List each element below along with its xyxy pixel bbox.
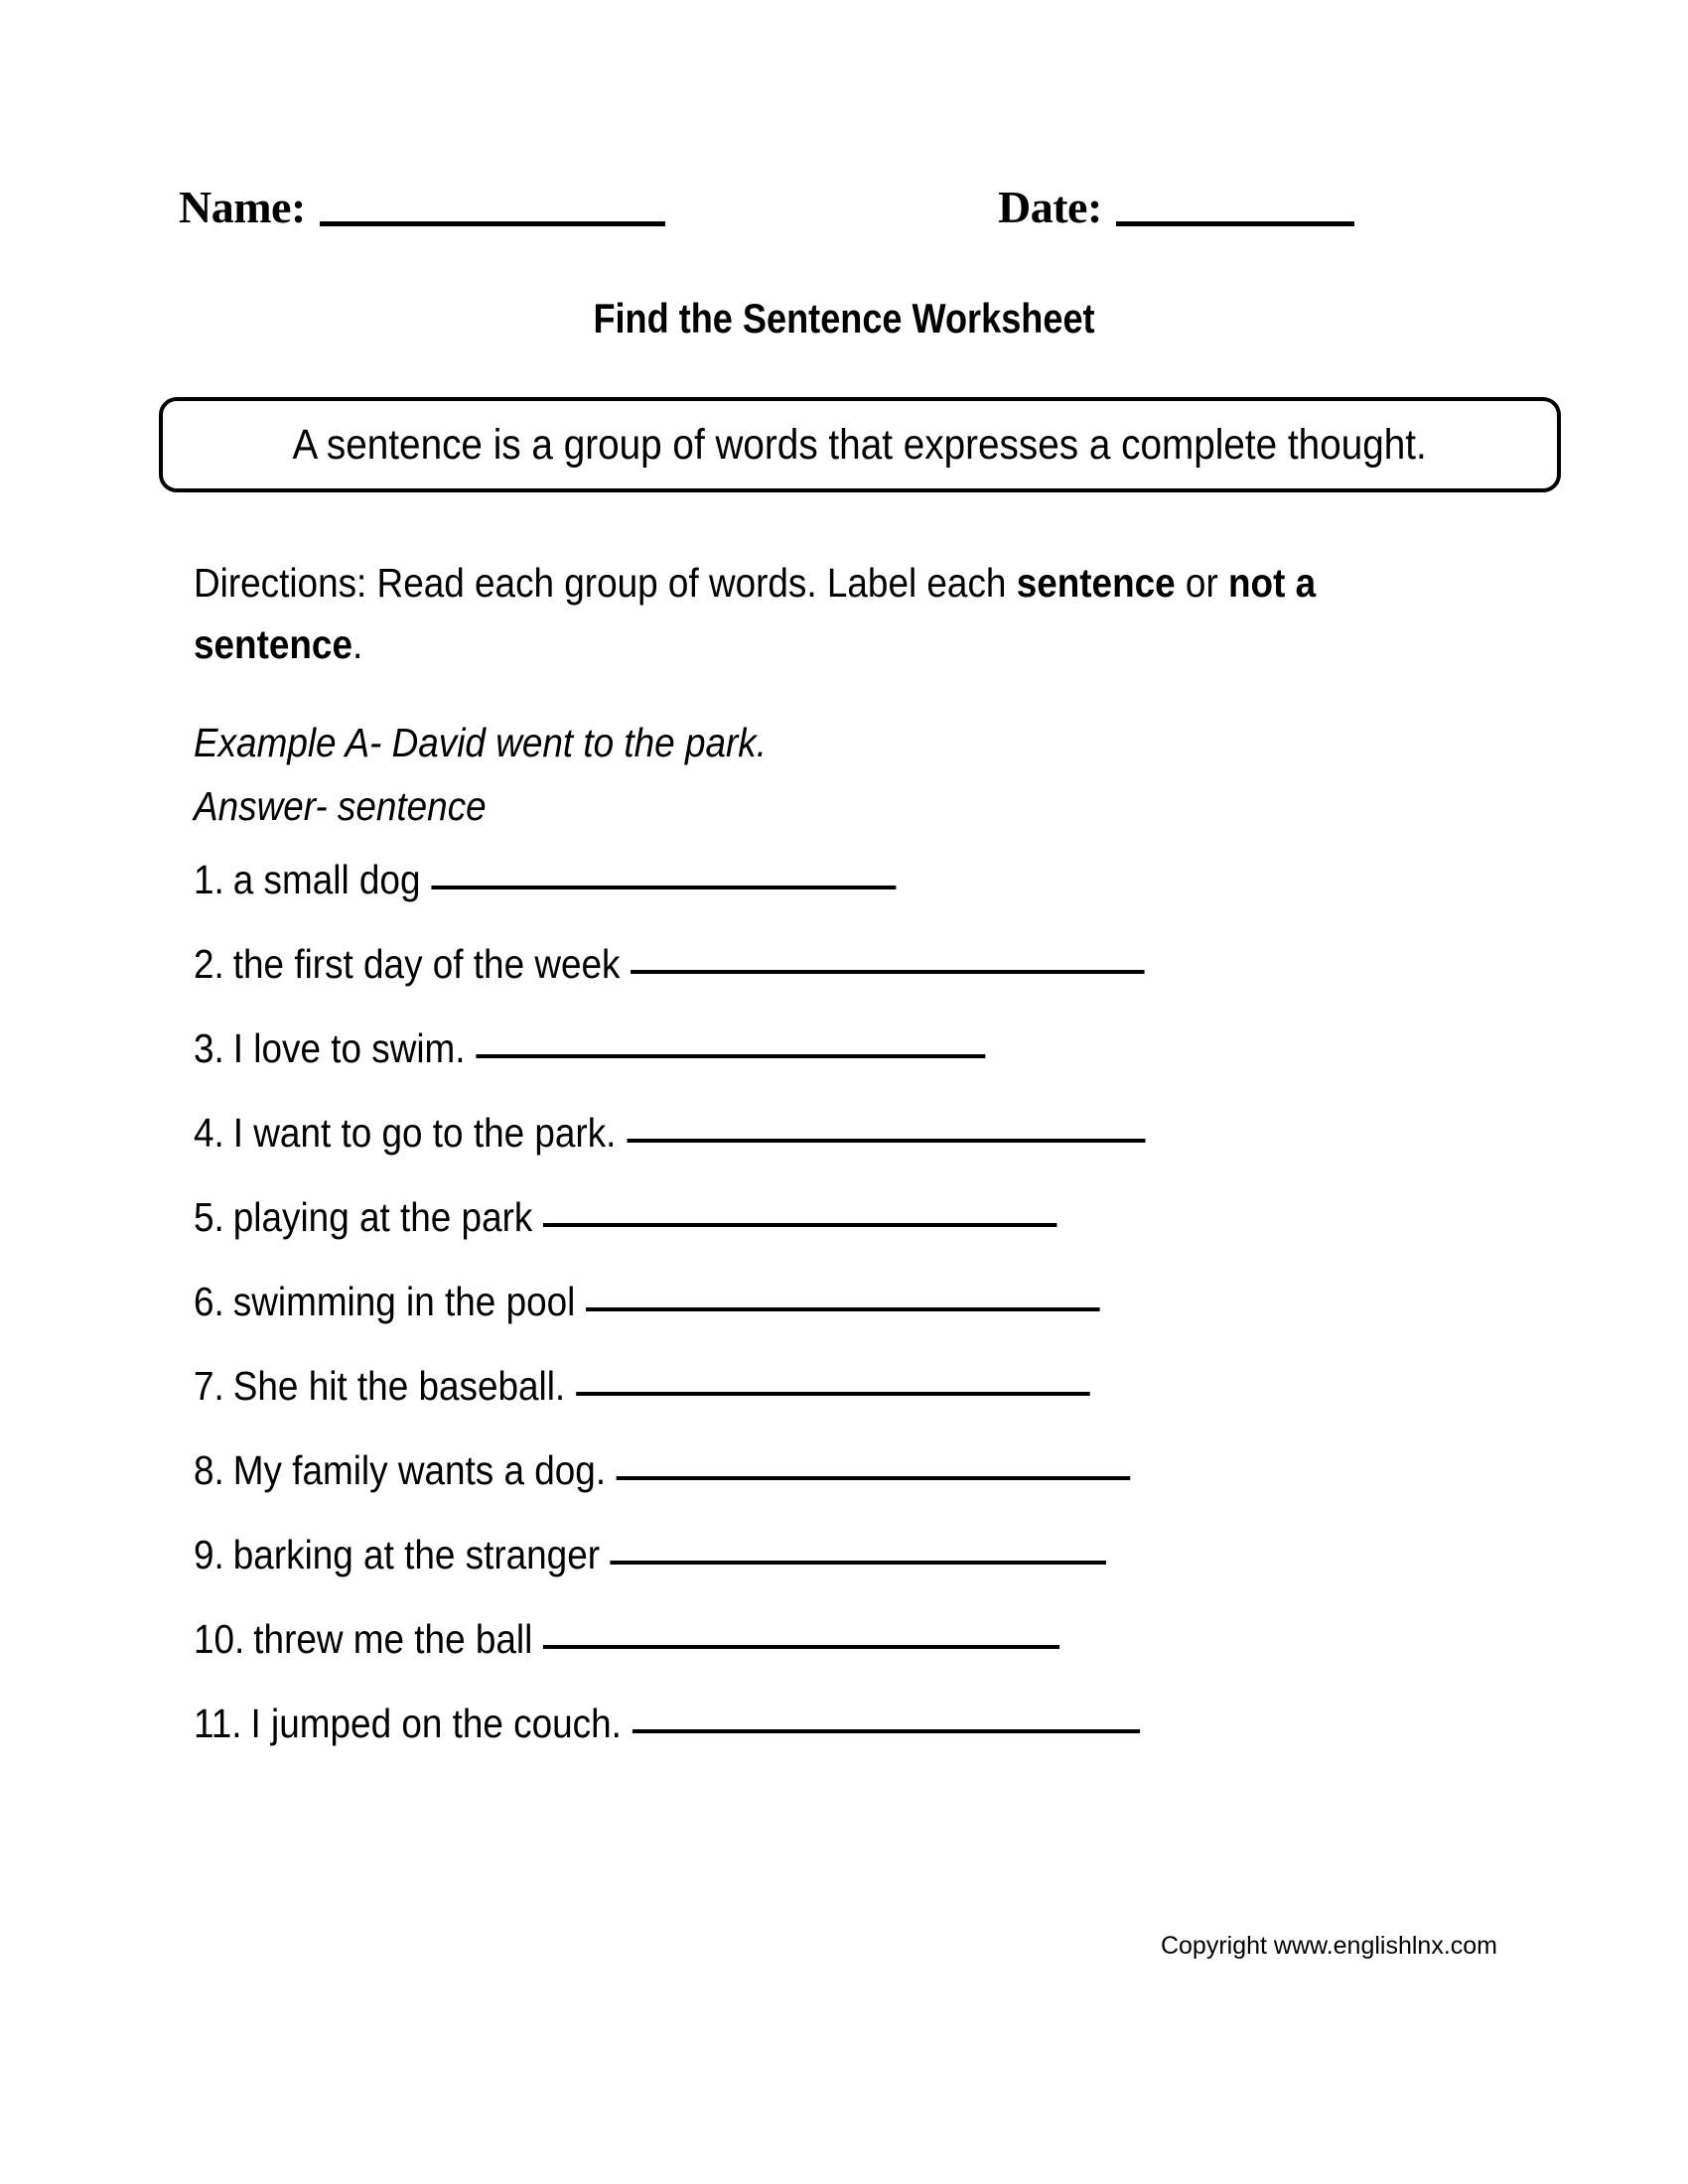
list-item-prompt: barking at the stranger xyxy=(232,1532,601,1577)
list-item-inner xyxy=(194,1109,1145,1157)
list-item-prompt: threw me the ball xyxy=(253,1616,533,1662)
answer-write-line[interactable] xyxy=(586,1306,1099,1311)
date-field-group xyxy=(998,182,1354,232)
list-item-text: 10. xyxy=(194,1616,245,1662)
directions-bold-not-a-sentence: not a sentence xyxy=(194,560,1317,667)
list-item xyxy=(194,1615,1584,1700)
list-item-text: 8. xyxy=(194,1447,224,1493)
answer-write-line[interactable] xyxy=(543,1222,1057,1227)
name-write-line[interactable] xyxy=(320,220,665,226)
list-item xyxy=(194,1700,1584,1784)
list-item-inner xyxy=(194,1193,1057,1241)
answer-write-line[interactable] xyxy=(611,1560,1107,1565)
directions-tail: . xyxy=(352,621,363,667)
header-fields xyxy=(179,182,1509,254)
example-line-one: Example A- David went to the park. xyxy=(194,720,767,765)
list-item-inner xyxy=(194,1024,985,1072)
list-item-inner xyxy=(194,1362,1089,1410)
example-block xyxy=(194,711,1385,838)
page-title: Find the Sentence Worksheet xyxy=(593,295,1095,341)
definition-box xyxy=(159,397,1561,492)
list-item xyxy=(194,1531,1584,1615)
list-item-prompt: I jumped on the couch. xyxy=(250,1701,622,1746)
list-item-inner xyxy=(194,1446,1130,1494)
list-item-inner xyxy=(194,1531,1106,1578)
list-item-text: 11. xyxy=(194,1701,242,1746)
list-item-inner xyxy=(194,940,1145,988)
directions-paragraph xyxy=(194,552,1504,675)
list-item-text: 2. xyxy=(194,941,224,987)
list-item-prompt: a small dog xyxy=(232,857,421,902)
directions-middle: or xyxy=(1175,560,1229,606)
list-item xyxy=(194,1193,1584,1278)
answer-write-line[interactable] xyxy=(617,1475,1131,1480)
example-line-two: Answer- sentence xyxy=(194,783,487,829)
list-item-prompt: playing at the park xyxy=(232,1194,533,1240)
answer-write-line[interactable] xyxy=(631,969,1145,974)
list-item xyxy=(194,1446,1584,1531)
list-item-inner xyxy=(194,856,896,903)
exercise-list xyxy=(194,856,1584,1784)
list-item xyxy=(194,1278,1584,1362)
list-item-text: 7. xyxy=(194,1363,224,1409)
answer-write-line[interactable] xyxy=(633,1728,1140,1733)
directions-lead: Directions: Read each group of words. Label each xyxy=(194,560,1017,606)
answer-write-line[interactable] xyxy=(627,1138,1145,1143)
list-item-text: 1. xyxy=(194,857,224,902)
date-write-line[interactable] xyxy=(1116,220,1354,226)
list-item-text: 9. xyxy=(194,1532,224,1577)
answer-write-line[interactable] xyxy=(431,885,896,889)
list-item xyxy=(194,856,1584,940)
definition-text: A sentence is a group of words that expresses a complete thought. xyxy=(292,421,1428,469)
list-item-prompt: I want to go to the park. xyxy=(232,1110,617,1156)
list-item-text: 3. xyxy=(194,1025,224,1071)
list-item-text: 5. xyxy=(194,1194,224,1240)
list-item xyxy=(194,1109,1584,1193)
list-item-inner xyxy=(194,1278,1100,1325)
list-item-prompt: the first day of the week xyxy=(232,941,621,987)
list-item-inner xyxy=(194,1700,1140,1747)
list-item xyxy=(194,940,1584,1024)
date-label: Date: xyxy=(998,182,1102,232)
copyright-notice: Copyright www.englishlnx.com xyxy=(1160,1932,1497,1960)
name-label: Name: xyxy=(179,182,306,232)
list-item-text: 4. xyxy=(194,1110,224,1156)
directions-bold-sentence: sentence xyxy=(1016,560,1176,606)
list-item-text: 6. xyxy=(194,1279,224,1324)
list-item-prompt: I love to swim. xyxy=(232,1025,466,1071)
list-item xyxy=(194,1024,1584,1109)
name-field-group xyxy=(179,182,665,232)
list-item-prompt: She hit the baseball. xyxy=(232,1363,566,1409)
list-item-inner xyxy=(194,1615,1059,1663)
list-item xyxy=(194,1362,1584,1446)
answer-write-line[interactable] xyxy=(476,1053,985,1058)
directions-inner xyxy=(194,552,1373,675)
list-item-prompt: swimming in the pool xyxy=(232,1279,576,1324)
answer-write-line[interactable] xyxy=(543,1644,1059,1649)
answer-write-line[interactable] xyxy=(576,1391,1090,1396)
list-item-prompt: My family wants a dog. xyxy=(232,1447,607,1493)
